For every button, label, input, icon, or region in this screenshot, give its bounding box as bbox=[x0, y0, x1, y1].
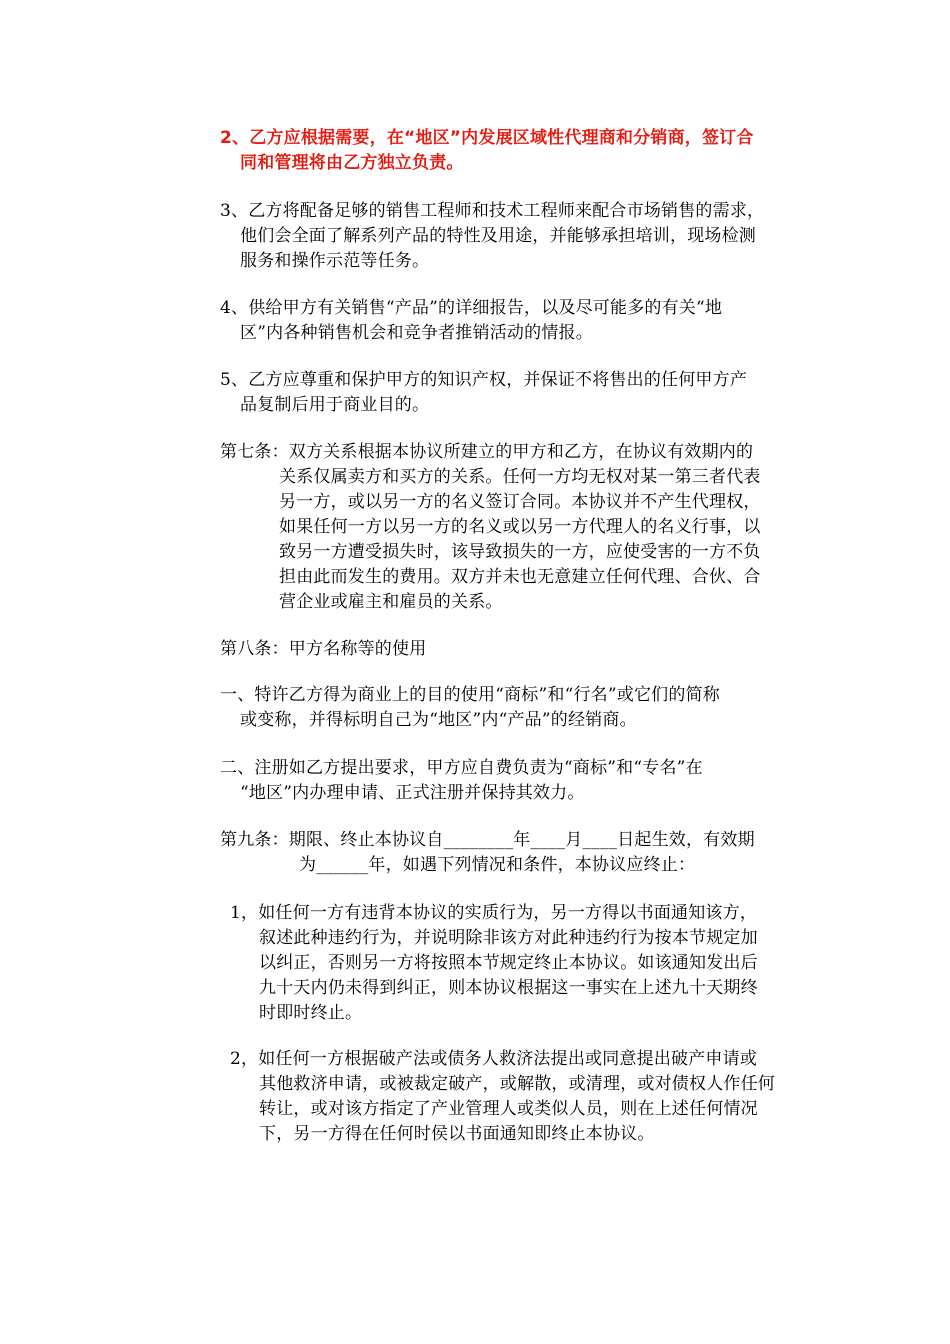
clause-3-line-3: 服务和操作示范等任务。 bbox=[240, 251, 430, 271]
article-7-line-6: 担由此而发生的费用。双方并未也无意建立任何代理、合伙、合 bbox=[279, 567, 761, 587]
article-9-item-2-line-4: 下，另一方得在任何时侯以书面通知即终止本协议。 bbox=[259, 1124, 655, 1144]
article-9-item-1-line-1: 1，如任何一方有违背本协议的实质行为，另一方得以书面通知该方， bbox=[230, 903, 758, 923]
article-8-item-1-line-2: 或变称，并得标明自己为“地区”内“产品”的经销商。 bbox=[240, 710, 637, 730]
article-8-item-2-line-1: 二、注册如乙方提出要求，甲方应自费负责为“商标”和“专名”在 bbox=[220, 758, 703, 778]
article-8-title: 第八条：甲方名称等的使用 bbox=[220, 639, 427, 659]
article-9-line-2: 为______年，如遇下列情况和条件，本协议应终止： bbox=[299, 855, 696, 875]
article-7-line-3: 另一方，或以另一方的名义签订合同。本协议并不产生代理权， bbox=[279, 492, 761, 512]
clause-4-line-1: 4、供给甲方有关销售“产品”的详细报告，以及尽可能多的有关“地 bbox=[220, 298, 723, 318]
article-9-item-1-line-4: 九十天内仍未得到纠正，则本协议根据这一事实在上述九十天期终 bbox=[259, 978, 758, 998]
article-7-line-7: 营企业或雇主和雇员的关系。 bbox=[279, 592, 503, 612]
article-9-line-1: 第九条：期限、终止本协议自________年____月____日起生效，有效期 bbox=[220, 830, 755, 850]
article-9-item-2-line-1: 2，如任何一方根据破产法或债务人救济法提出或同意提出破产申请或 bbox=[230, 1049, 758, 1069]
article-9-item-2-line-3: 转让，或对该方指定了产业管理人或类似人员，则在上述任何情况 bbox=[259, 1099, 758, 1119]
clause-3-line-1: 3、乙方将配备足够的销售工程师和技术工程师来配合市场销售的需求， bbox=[220, 201, 765, 221]
clause-4-line-2: 区”内各种销售机会和竞争者推销活动的情报。 bbox=[240, 323, 593, 343]
article-7-line-5: 致另一方遭受损失时，该导致损失的一方，应使受害的一方不负 bbox=[279, 542, 761, 562]
article-9-item-1-line-2: 叙述此种违约行为，并说明除非该方对此种违约行为按本节规定加 bbox=[259, 928, 758, 948]
clause-5-line-2: 品复制后用于商业目的。 bbox=[240, 395, 430, 415]
clause-5-line-1: 5、乙方应尊重和保护甲方的知识产权，并保证不将售出的任何甲方产 bbox=[220, 370, 748, 390]
article-9-item-1-line-3: 以纠正，否则另一方将按照本节规定终止本协议。如该通知发出后 bbox=[259, 953, 758, 973]
article-9-item-1-line-5: 时即时终止。 bbox=[259, 1003, 363, 1023]
article-7-line-2: 关系仅属卖方和买方的关系。任何一方均无权对某一第三者代表 bbox=[279, 467, 761, 487]
article-9-item-2-line-2: 其他救济申请，或被裁定破产，或解散，或清理，或对债权人作任何 bbox=[259, 1074, 775, 1094]
article-7-line-4: 如果任何一方以另一方的名义或以另一方代理人的名义行事，以 bbox=[279, 517, 761, 537]
article-7-line-1: 第七条：双方关系根据本协议所建立的甲方和乙方，在协议有效期内的 bbox=[220, 442, 754, 462]
article-8-item-2-line-2: “地区”内办理申请、正式注册并保持其效力。 bbox=[240, 783, 585, 803]
clause-3-line-2: 他们会全面了解系列产品的特性及用途，并能够承担培训，现场检测 bbox=[240, 226, 756, 246]
clause-2-line-1: 2、乙方应根据需要，在“地区”内发展区域性代理商和分销商，签订合 bbox=[220, 128, 754, 148]
article-8-item-1-line-1: 一、特许乙方得为商业上的目的使用“商标”和“行名”或它们的简称 bbox=[220, 685, 720, 705]
clause-2-line-2: 同和管理将由乙方独立负责。 bbox=[240, 153, 464, 173]
